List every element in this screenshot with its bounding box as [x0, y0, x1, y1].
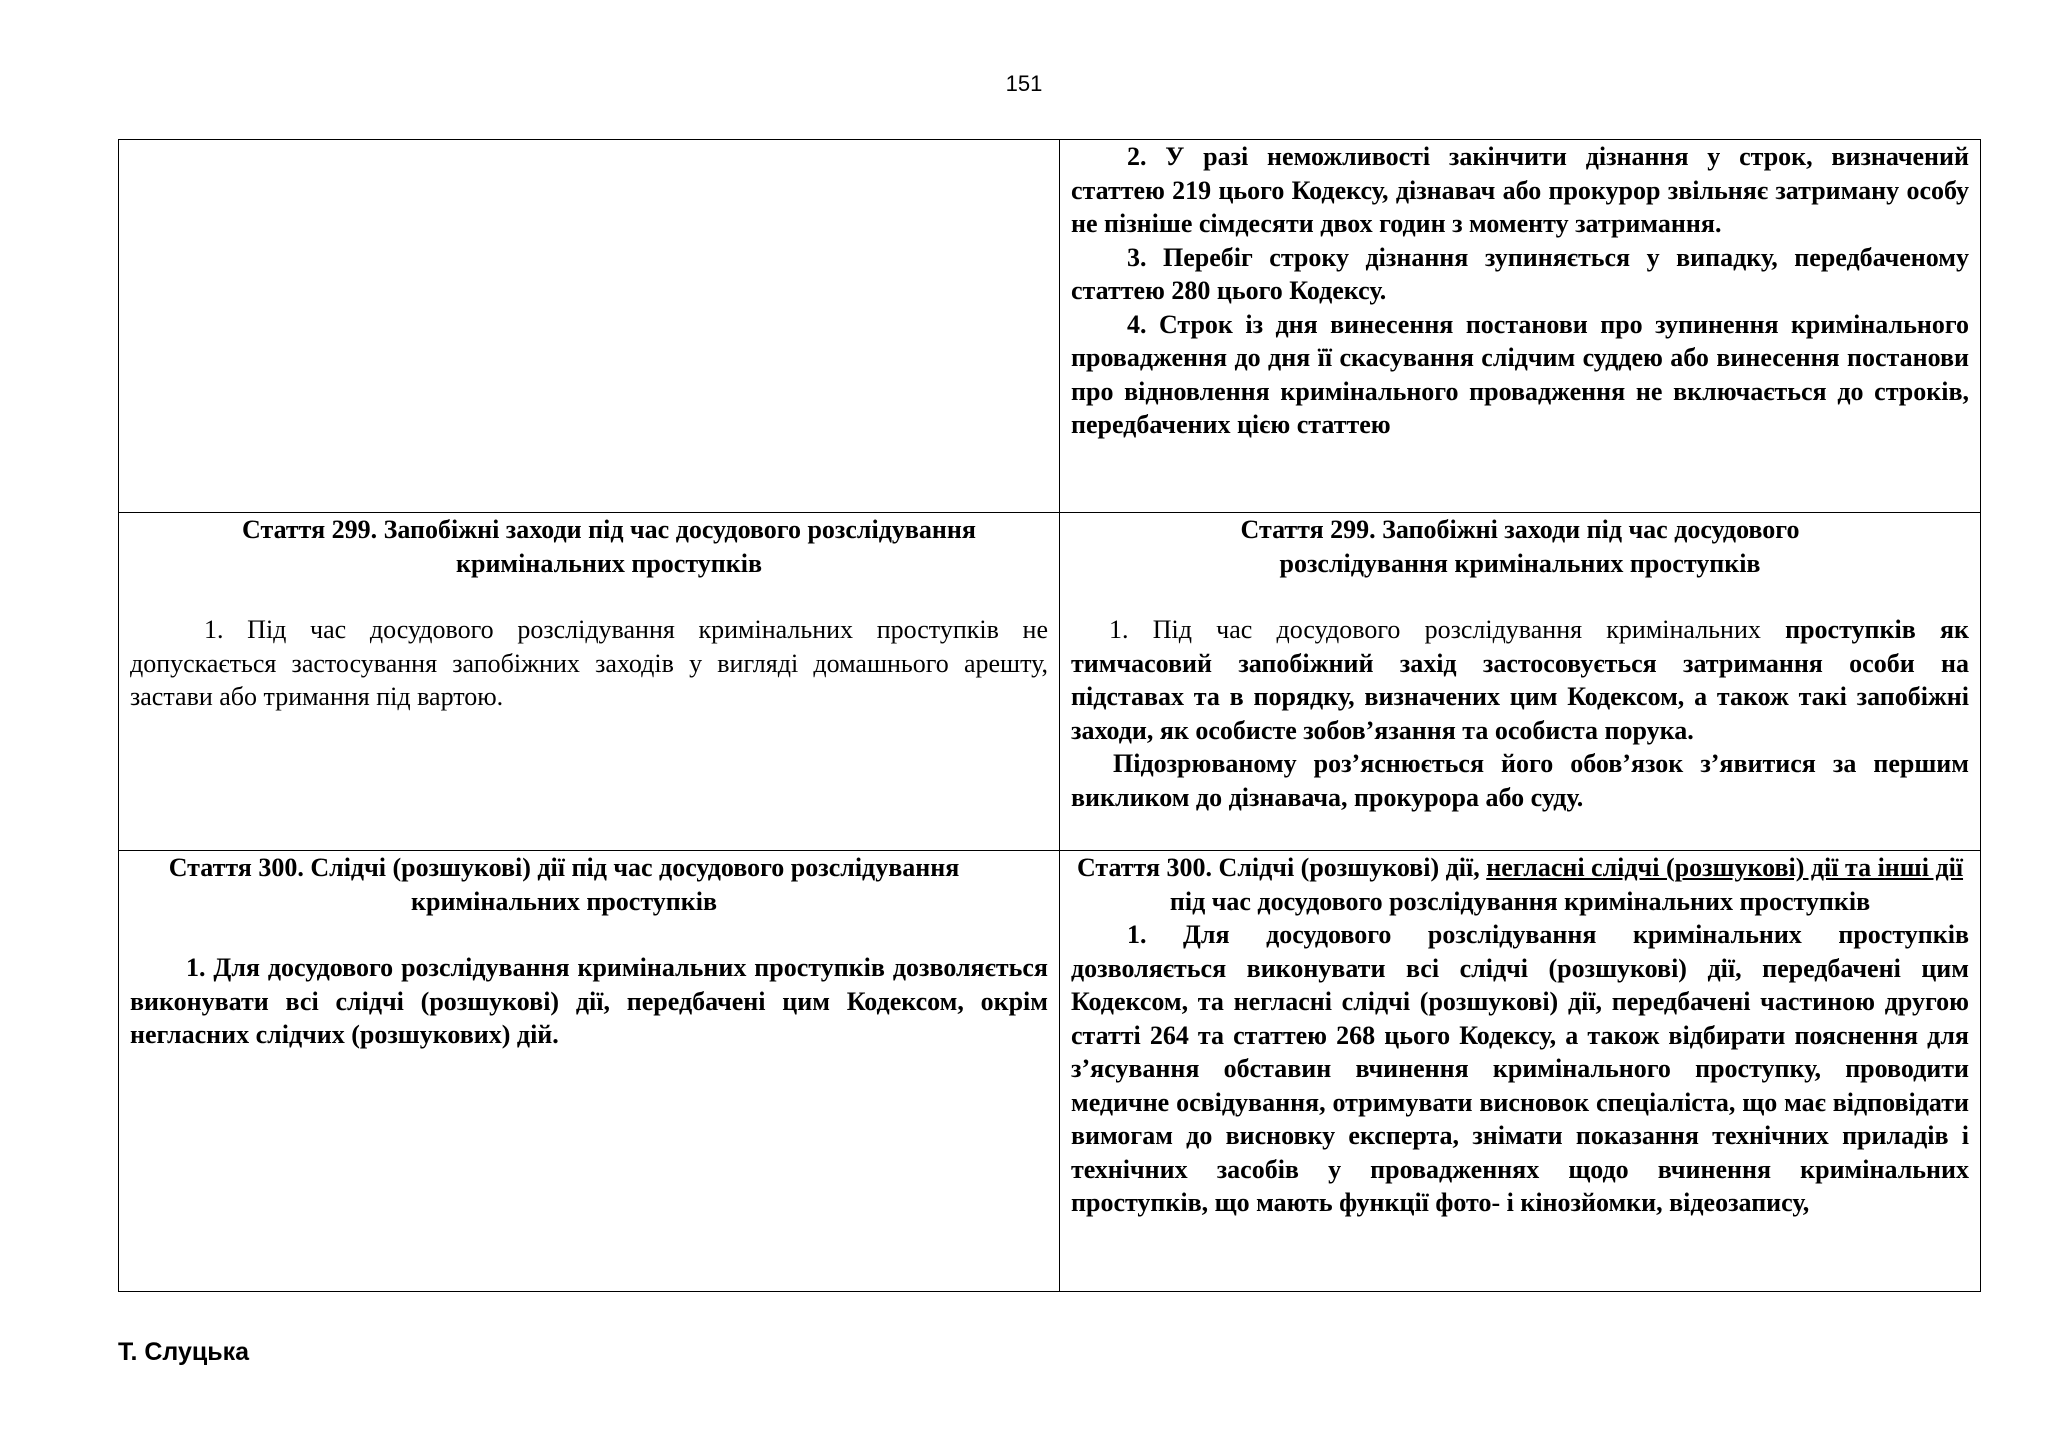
left-cell	[119, 513, 1060, 851]
signature-initials: Т. Слуцька	[118, 1338, 250, 1366]
right-cell	[1060, 140, 1981, 513]
left-cell-empty	[119, 140, 1060, 513]
paragraph: 2. У разі неможливості закінчити дізнання у строк, визначений статтею 219 цього Кодексу, дізнавач або прокурор звільняє затриману особу не пізніше сімдесяти двох годин з моменту затримання.	[1071, 142, 1969, 238]
paragraph: 1. Під час досудового розслідування кримінальних проступків не допускається застосування запобіжних заходів у вигляді домашнього арешту, застави або тримання під вартою.	[130, 615, 1048, 711]
article-title	[1071, 851, 1969, 918]
table-row	[119, 851, 1981, 1292]
right-cell	[1060, 513, 1981, 851]
page-number: 151	[1005, 71, 1043, 96]
article-title: Стаття 299. Запобіжні заходи під час досудового розслідування кримінальних проступків	[1240, 515, 1800, 578]
title-text: під час досудового розслідування кримінальних проступків	[1169, 886, 1871, 916]
amended-text: проступків як тимчасовий запобіжний захід застосовується затримання особи на підставах та в порядку, визначених цим Кодексом, а також такі запобіжні заходи, як особисте зобов’язання та особиста порука.	[1071, 615, 1970, 745]
left-cell	[119, 851, 1060, 1292]
underlined-amendment: негласні слідчі (розшукові) дії та інші дії	[1486, 853, 1964, 882]
paragraph: 1. Для досудового розслідування кримінальних проступків дозволяється виконувати всі слідчі (розшукові) дії, передбачені цим Кодексом, та негласні слідчі (розшукові) дії, передбачені частиною другою статті 264 та статтею 268 цього Кодексу, а також відбирати пояснення для з’ясування обставин вчинення кримінального проступку, проводити медичне освідування, отримувати висновок спеціаліста, що має відповідати вимогам до висновку експерта, знімати показання технічних приладів і технічних засобів у провадженнях щодо вчинення кримінальних проступків, що мають функції фото- і кінозйомки, відеозапису,	[1071, 920, 1969, 1217]
right-cell	[1060, 851, 1981, 1292]
table-row	[119, 513, 1981, 851]
table-row	[119, 140, 1981, 513]
paragraph: Підозрюваному роз’яснюється його обов’язок з’явитися за першим викликом до дізнавача, прокурора або суду.	[1071, 749, 1969, 812]
paragraph	[1071, 613, 1969, 747]
paragraph: 3. Перебіг строку дізнання зупиняється у випадку, передбаченому статтею 280 цього Кодексу.	[1071, 242, 1969, 305]
comparison-table	[118, 139, 1981, 1292]
article-title: Стаття 299. Запобіжні заходи під час досудового розслідування кримінальних проступків	[242, 515, 976, 578]
plain-text: 1. Під час досудового розслідування кримінальних	[1109, 615, 1786, 644]
paragraph: 1. Для досудового розслідування кримінальних проступків дозволяється виконувати всі слідчі (розшукові) дії, передбачені цим Кодексом, окрім негласних слідчих (розшукових) дій.	[130, 953, 1048, 1049]
title-text: Стаття 300. Слідчі (розшукові) дії,	[1076, 853, 1487, 882]
article-title: Стаття 300. Слідчі (розшукові) дії під час досудового розслідування кримінальних проступків	[168, 853, 960, 916]
paragraph: 4. Строк із дня винесення постанови про зупинення кримінального провадження до дня її скасування слідчим суддею або винесення постанови про відновлення кримінального провадження не включається до строків, передбачених цією статтею	[1071, 309, 1969, 439]
